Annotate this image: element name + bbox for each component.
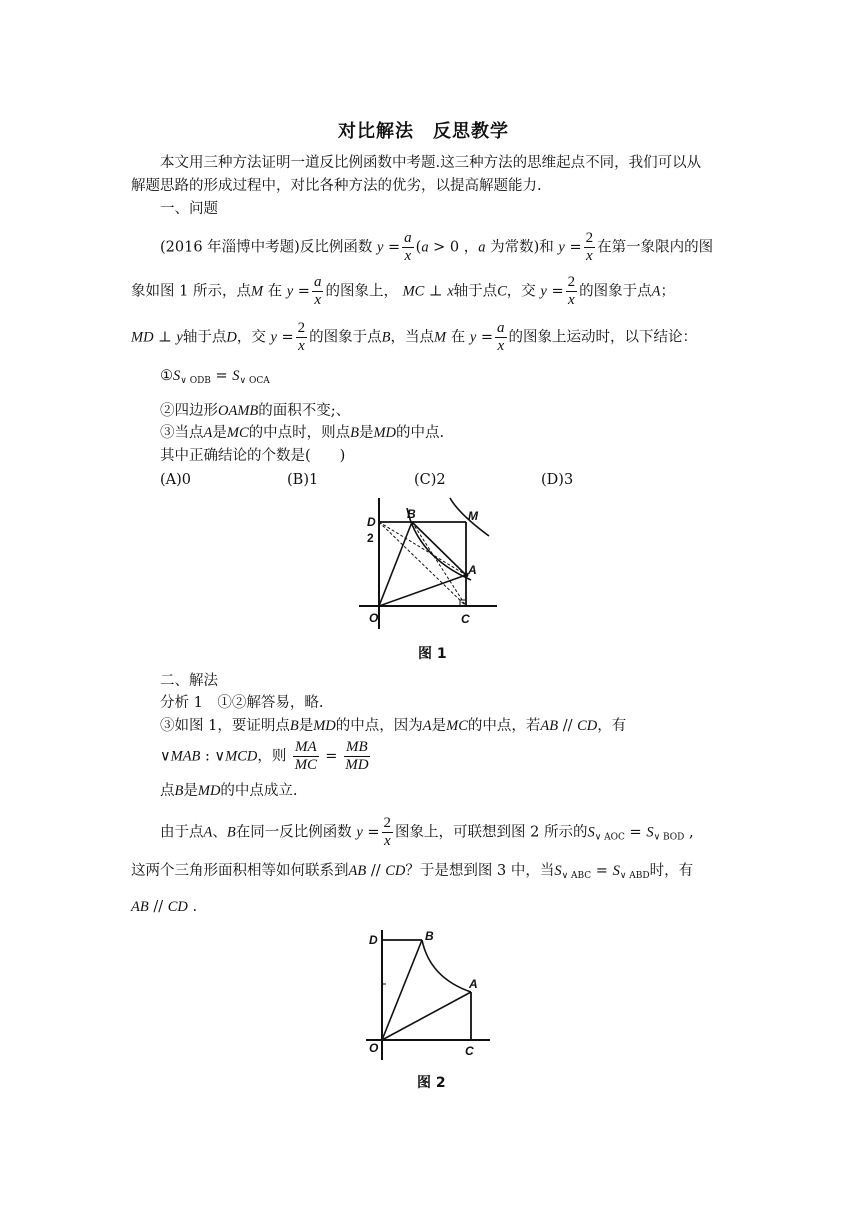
fig2-label-d: D [369, 933, 378, 947]
problem-line-2: 象如图 1 所示，点M 在 y = $\frac{a}{x}$ 的图象上， MC ⊥ x轴于点C，交 y = $\frac{2}{x}$ 的图象于点A； [131, 274, 675, 308]
fig2-label-b: B [425, 929, 434, 943]
analysis-line-3: ∨MAB : ∨MCD，则 $\frac{MA}{MC}$ = $\frac{MB}{MD}$ [160, 739, 369, 773]
analysis-line-6: 这两个三角形面积相等如何联系到AB // CD？于是想到图 3 中，当$S_{\vee ABC} = S_{\vee ABD}$时，有 [131, 863, 694, 881]
fig1-label-o: O [369, 611, 379, 625]
fig1-label-m: M [468, 509, 478, 523]
intro-line-1: 本文用三种方法证明一道反比例函数中考题.这三种方法的思维起点不同，我们可以从 [160, 155, 702, 171]
fig1-label-b: B [407, 507, 416, 521]
fig2-label-a: A [469, 977, 478, 991]
conclusion-3: ③当点A是MC的中点时，则点B是MD的中点. [160, 425, 445, 441]
section-problem-heading: 一、问题 [160, 201, 218, 217]
fig1-label-c: C [461, 612, 470, 626]
question-text: 其中正确结论的个数是( ) [160, 448, 346, 464]
option-a: (A)0 [160, 472, 192, 488]
analysis-line-5: 由于点A、B在同一反比例函数 y = $\frac{2}{x}$ 图象上，可联想到图 2 所示的$S_{\vee AOC} = S_{\vee BOD}$ , [160, 815, 694, 849]
section-solution-heading: 二、解法 [160, 673, 218, 689]
analysis-line-7: AB // CD . [131, 899, 198, 915]
figure-1-caption: 图 1 [418, 646, 447, 662]
figure-2-caption: 图 2 [417, 1075, 446, 1091]
option-c: (C)2 [414, 472, 446, 488]
conclusion-1: $①S_{\vee ODB} = S_{\vee OCA}$ [160, 368, 270, 386]
analysis-line-2: ③如图 1，要证明点B是MD的中点，因为A是MC的中点，若AB // CD，有 [160, 718, 627, 734]
fig2-label-o: O [369, 1041, 379, 1055]
option-b: (B)1 [287, 472, 319, 488]
fig1-label-2: 2 [367, 531, 374, 545]
figure-1-diagram [355, 494, 500, 632]
conclusion-2: ②四边形OAMB的面积不变;、 [160, 403, 351, 419]
analysis-1: 分析 1 ①②解答易，略. [160, 695, 324, 711]
intro-line-2: 解题思路的形成过程中，对比各种方法的优劣，以提高解题能力. [131, 178, 542, 194]
fig1-label-d: D [367, 515, 376, 529]
problem-line-1: (2016 年淄博中考题)反比例函数 y = $\frac{a}{x}$ (a > 0 ，a 为常数)和 y = $\frac{2}{x}$ 在第一象限内的图 [160, 230, 714, 264]
option-d: (D)3 [541, 472, 574, 488]
page-title: 对比解法 反思教学 [338, 121, 509, 142]
fig2-label-c: C [465, 1044, 474, 1058]
fig1-label-a: A [468, 563, 477, 577]
problem-line-3: MD ⊥ y轴于点D，交 y = $\frac{2}{x}$ 的图象于点B，当点M 在 y = $\frac{a}{x}$ 的图象上运动时，以下结论： [131, 320, 698, 354]
figure-2-diagram [362, 926, 494, 1062]
analysis-line-4: 点B是MD的中点成立. [160, 783, 298, 799]
